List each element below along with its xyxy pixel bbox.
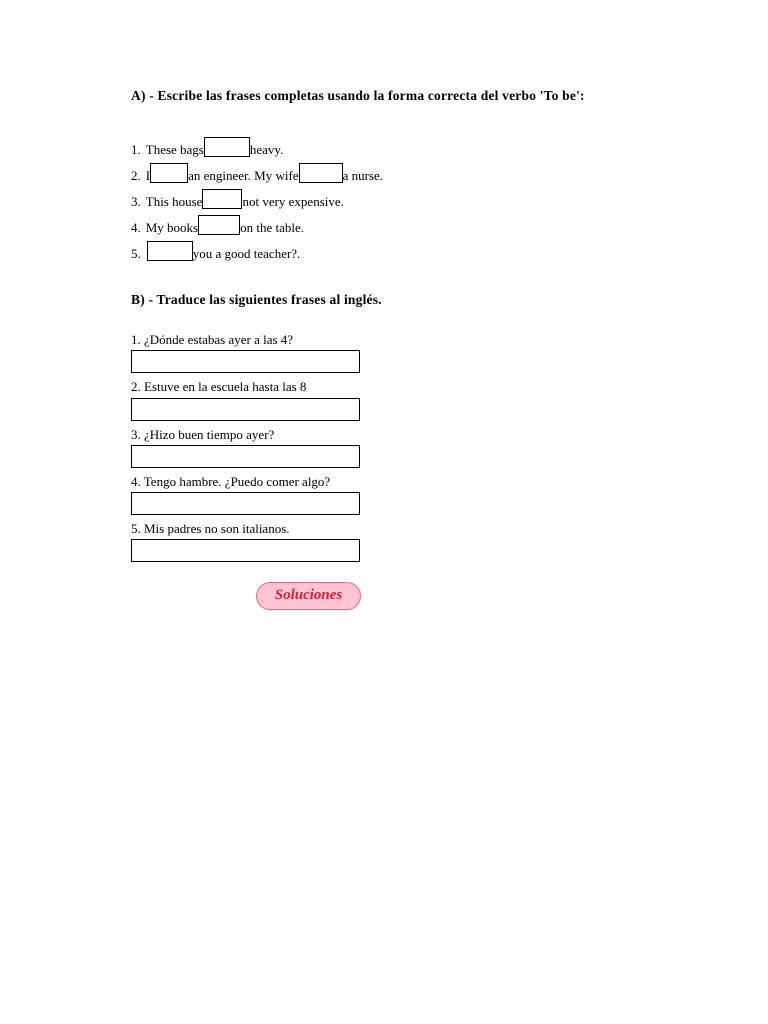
- exercise-5-text-after: you a good teacher?.: [192, 246, 301, 261]
- translation-3-prompt: 3. ¿Hizo buen tiempo ayer?: [131, 426, 275, 442]
- translation-5-answer-input[interactable]: [131, 539, 360, 562]
- exercise-row-3: [131, 184, 651, 210]
- translation-item-1: [131, 332, 651, 373]
- translation-5-prompt: 5. Mis padres no son italianos.: [131, 521, 290, 536]
- translation-4-answer-input[interactable]: [131, 492, 360, 515]
- exercise-1-text-after: heavy.: [249, 142, 284, 157]
- solutions-button[interactable]: Soluciones: [256, 582, 362, 610]
- translation-3-answer-input[interactable]: [131, 445, 360, 468]
- worksheet-content: [131, 88, 651, 610]
- exercise-3-blank-input[interactable]: [202, 189, 242, 209]
- section-a-heading: A) - Escribe las frases completas usando la forma correcta del verbo 'To be':: [131, 88, 585, 103]
- exercise-2-number: 2.: [131, 168, 141, 183]
- exercise-2-text-after: a nurse.: [342, 168, 383, 183]
- translation-2-prompt: 2. Estuve en la escuela hasta las 8: [131, 379, 307, 395]
- translation-4-prompt: 4. Tengo hambre. ¿Puedo comer algo?: [131, 473, 331, 489]
- exercise-2-blank-input-1[interactable]: [150, 163, 188, 183]
- exercise-3-text-before: This house: [145, 194, 203, 209]
- exercise-3-text-after: not very expensive.: [242, 194, 344, 209]
- exercise-1-number: 1.: [131, 142, 141, 157]
- exercise-5-number: 5.: [131, 246, 141, 261]
- translation-item-2: [131, 379, 651, 420]
- translation-item-5: [131, 521, 651, 562]
- exercise-row-5: [131, 236, 651, 262]
- translation-item-3: [131, 427, 651, 468]
- exercise-4-number: 4.: [131, 220, 141, 235]
- section-b: [131, 292, 651, 562]
- exercise-row-1: [131, 132, 651, 158]
- exercise-2-text-middle: an engineer. My wife: [188, 168, 299, 183]
- exercise-4-text-before: My books: [145, 220, 199, 235]
- solutions-button-wrapper: [131, 582, 486, 610]
- exercise-3-number: 3.: [131, 194, 141, 209]
- translation-1-prompt: 1. ¿Dónde estabas ayer a las 4?: [131, 332, 294, 347]
- exercise-5-blank-input[interactable]: [147, 241, 193, 261]
- exercise-1-text-before: These bags: [145, 142, 204, 157]
- exercise-row-2: [131, 158, 651, 184]
- exercise-2-blank-input-2[interactable]: [299, 163, 343, 183]
- translation-1-answer-input[interactable]: [131, 350, 360, 373]
- translation-2-answer-input[interactable]: [131, 398, 360, 421]
- exercise-2-text-before: I: [145, 168, 151, 183]
- exercise-4-blank-input[interactable]: [198, 215, 240, 235]
- translation-item-4: [131, 474, 651, 515]
- exercise-row-4: [131, 210, 651, 236]
- exercise-1-blank-input[interactable]: [204, 137, 250, 157]
- section-b-items: [131, 332, 651, 562]
- exercise-4-text-after: on the table.: [240, 220, 305, 235]
- section-a-items: [131, 132, 651, 262]
- section-b-heading: B) - Traduce las siguientes frases al inglés.: [131, 292, 382, 307]
